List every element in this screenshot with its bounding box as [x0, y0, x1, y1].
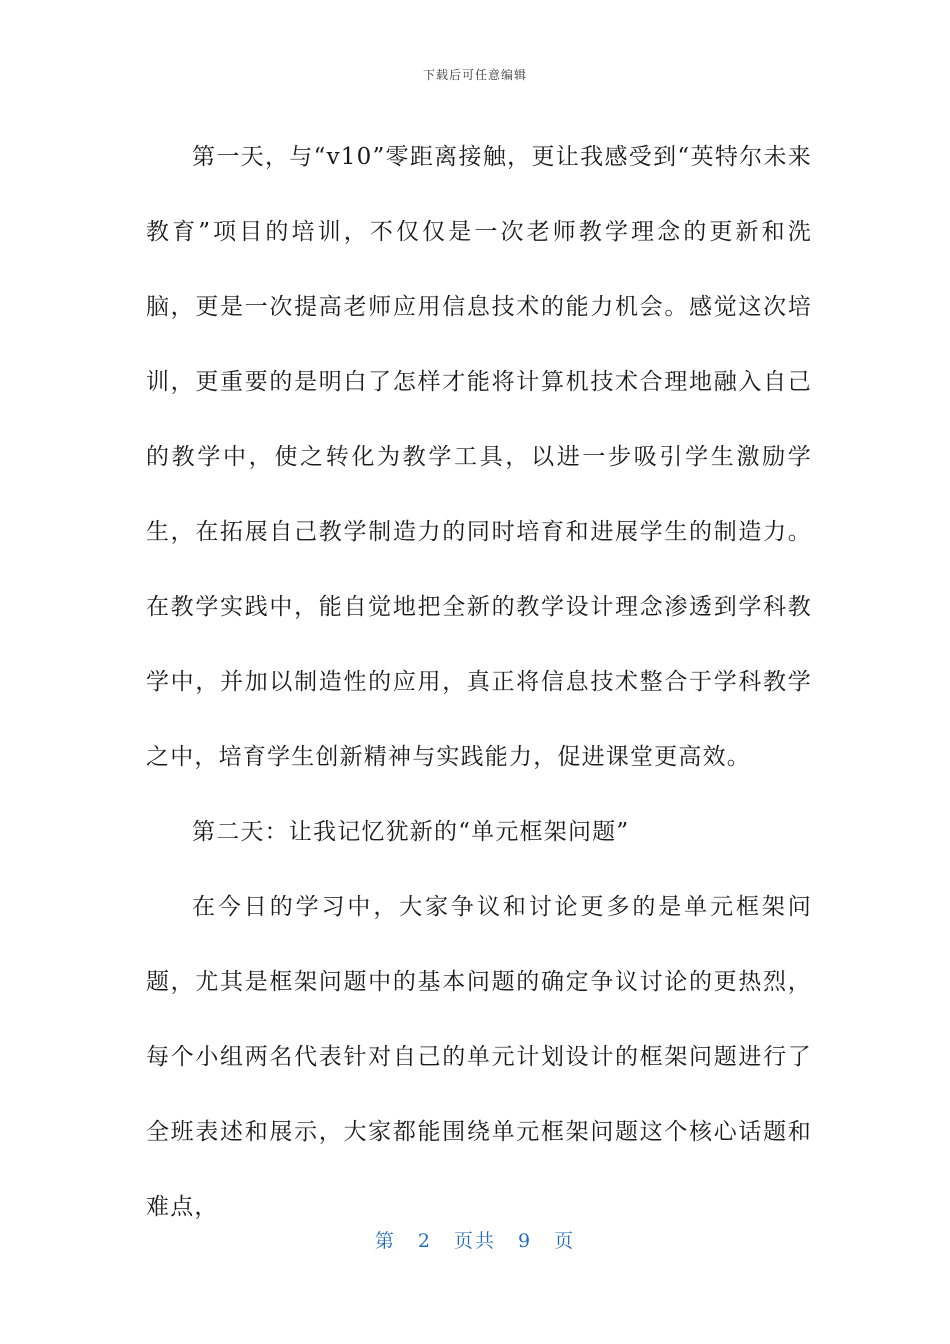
page-header: 下载后可任意编辑 [422, 68, 527, 82]
document-body [146, 120, 812, 1245]
paragraph-day-two-heading: 第二天：让我记忆犹新的“单元框架问题” [192, 819, 630, 845]
paragraph-day-one: 第一天，与“v10”零距离接触，更让我感受到“英特尔未来教育”项目的培训，不仅仅是一次老师教学理念的更新和洗脑，更是一次提高老师应用信息技术的能力机会。感觉这次培训，更重要的是明白了怎样才能将计算机技术合理地融入自己的教学中，使之转化为教学工具，以进一步吸引学生激励学生，在拓展自己教学制造力的同时培育和进展学生的制造力。在教学实践中，能自觉地把全新的教学设计理念渗透到学科教学中，并加以制造性的应用，真正将信息技术整合于学科教学之中，培育学生创新精神与实践能力，促进课堂更高效。 [146, 144, 812, 770]
footer-middle: 页共 [453, 1230, 496, 1252]
page-total: 9 [518, 1230, 533, 1252]
paragraph-framework-discussion: 在今日的学习中，大家争议和讨论更多的是单元框架问题，尤其是框架问题中的基本问题的确定争议讨论的更热烈，每个小组两名代表针对自己的单元计划设计的框架问题进行了全班表述和展示，大家都能围绕单元框架问题这个核心话题和难点， [146, 894, 812, 1220]
page-number: 2 [417, 1230, 432, 1252]
page-footer [0, 1226, 950, 1253]
footer-prefix: 第 [374, 1230, 396, 1252]
footer-suffix: 页 [554, 1230, 576, 1252]
